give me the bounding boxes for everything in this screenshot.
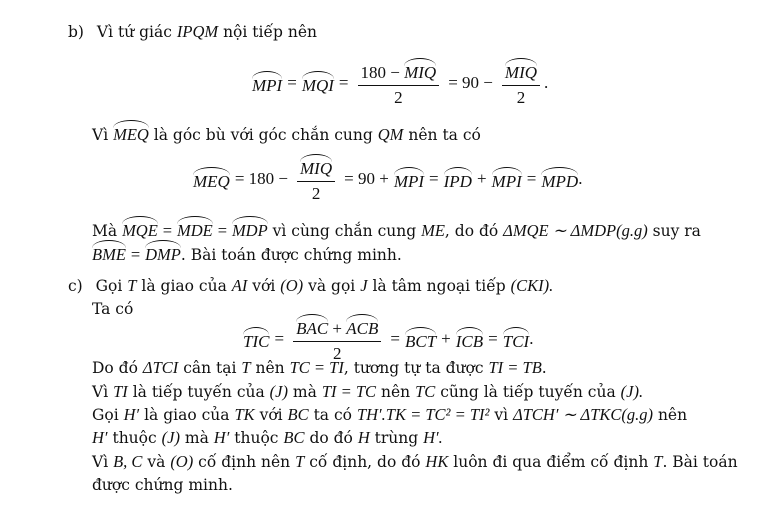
fraction-4: $\frac{\text{BAC + ACB}}{2}$ <box>293 314 381 364</box>
section-c-line7: Vì B, C và (O) cố định nên T cố định, do đó HK luôn đi qua điểm cố định T. Bài toán <box>92 452 738 471</box>
section-c-line3: Do đó ΔTCI cân tại T nên TC = TI, tương tự ta được TI = TB. <box>92 358 547 377</box>
fraction-2: $\frac{\text{MIQ}}{2}$ <box>502 58 540 108</box>
fraction-3: $\frac{\text{MIQ}}{2}$ <box>297 154 335 204</box>
section-b-line2: Vì MEQ là góc bù với góc chắn cung QM nên ta có <box>92 120 481 145</box>
equation-1: MPI = MQI = $\frac{\text{180 − MIQ}}{2}$ = 90 − $\frac{\text{MIQ}}{2}$ . <box>252 58 548 108</box>
section-b-line4: BME = DMP. Bài toán được chứng minh. <box>92 240 402 265</box>
section-c-line2: Ta có <box>92 300 134 318</box>
section-b-label: b) <box>68 23 84 41</box>
section-b-line3: Mà MQE = MDE = MDP vì cùng chắn cung ME, do đó ΔMQE ∼ ΔMDP(g.g) suy ra <box>92 216 701 241</box>
section-c-line4: Vì TI là tiếp tuyến của (J) mà TI = TC nên TC cũng là tiếp tuyến của (J). <box>92 382 644 401</box>
fraction-1: $\frac{\text{180 − MIQ}}{2}$ <box>358 58 440 108</box>
section-b-intro: b) Vì tứ giác IPQM nội tiếp nên <box>68 22 317 41</box>
section-c-line6: H′ thuộc (J) mà H′ thuộc BC do đó H trùng H′. <box>92 428 443 447</box>
section-c-label: c) <box>68 277 83 295</box>
section-c-line8: được chứng minh. <box>92 476 233 494</box>
equation-3: TIC = $\frac{\text{BAC + ACB}}{2}$ = BCT + ICB = TCI . <box>243 314 533 364</box>
section-c-line1: c) Gọi T là giao của AI với (O) và gọi J là tâm ngoại tiếp (CKI). <box>68 276 554 295</box>
section-c-line5: Gọi H′ là giao của TK với BC ta có TH′.TK = TC² = TI² vì ΔTCH′ ∼ ΔTKC(g.g) nên <box>92 405 688 424</box>
equation-2: MEQ = 180 − $\frac{\text{MIQ}}{2}$ = 90 + MPI = IPD + MPI = MPD . <box>193 154 582 204</box>
